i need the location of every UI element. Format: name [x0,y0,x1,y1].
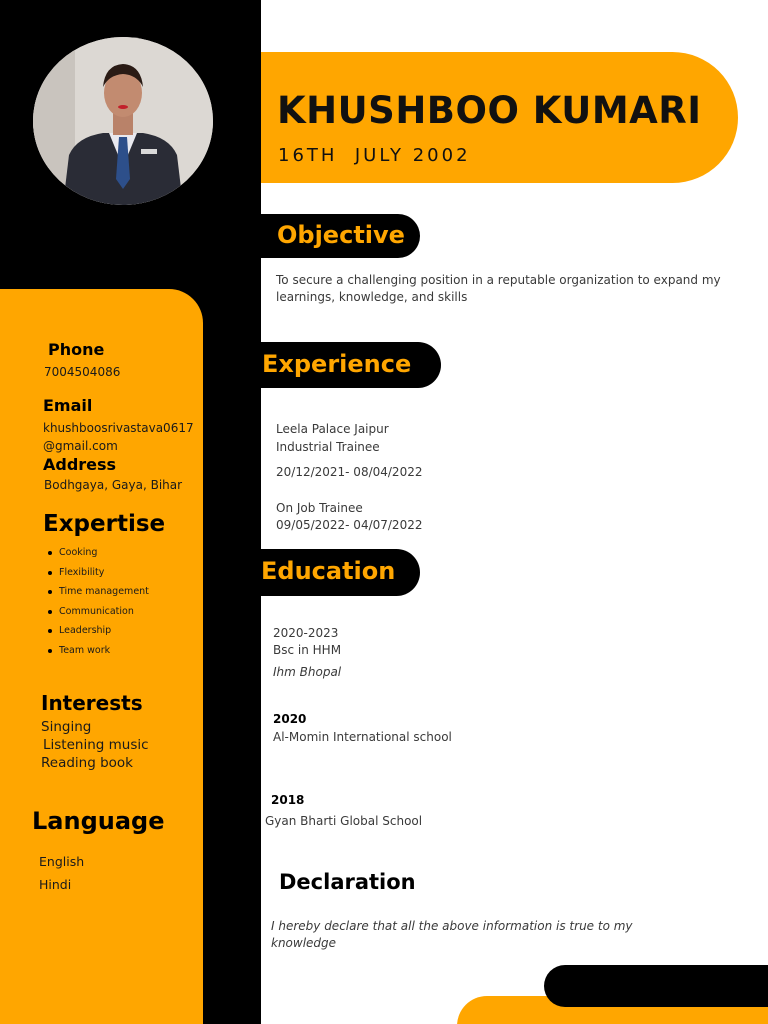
person-icon [33,37,213,205]
edu2-school: Al-Momin International school [273,730,452,744]
expertise-item: Flexibility [47,563,149,583]
objective-text-line1: To secure a challenging position in a reputable organization to expand my [276,273,721,287]
edu2-year: 2020 [273,712,307,726]
profile-photo [33,37,213,205]
job1-role: Industrial Trainee [276,440,380,454]
interest-item: Reading book [41,755,133,771]
language-item: Hindi [39,877,72,892]
job1-place: Leela Palace Jaipur [276,422,389,436]
phone-label: Phone [48,340,105,359]
edu3-year: 2018 [271,793,305,807]
declaration-text-line2: knowledge [271,936,337,950]
expertise-item: Leadership [47,621,149,641]
declaration-heading: Declaration [279,870,416,894]
address-value: Bodhgaya, Gaya, Bihar [44,478,183,492]
edu3-school: Gyan Bharti Global School [265,814,423,828]
edu1-years: 2020-2023 [273,626,339,640]
objective-heading: Objective [277,221,405,249]
experience-heading: Experience [262,350,412,378]
edu1-degree: Bsc in HHM [273,643,342,657]
expertise-heading: Expertise [43,511,166,537]
declaration-text-line1: I hereby declare that all the above information is true to my [271,919,633,933]
job1-dates: 20/12/2021- 08/04/2022 [276,465,423,479]
job2-dates: 09/05/2022- 04/07/2022 [276,518,423,532]
expertise-list [47,543,149,660]
interest-item: Singing [41,719,92,735]
expertise-item: Team work [47,641,149,661]
candidate-name: KHUSHBOO KUMARI [277,89,702,132]
address-label: Address [43,455,117,474]
email-value-line1: khushboosrivastava0617 [43,421,194,435]
edu1-school: Ihm Bhopal [273,665,342,679]
expertise-item: Cooking [47,543,149,563]
education-heading: Education [261,557,396,585]
language-item: English [39,854,85,869]
email-label: Email [43,396,93,415]
date-of-birth: 16TH JULY 2002 [278,145,471,166]
phone-value: 7004504086 [44,365,121,379]
expertise-item: Communication [47,602,149,622]
language-heading: Language [32,807,165,835]
interest-item: Listening music [43,737,149,753]
decorative-black-shape [544,965,768,1007]
interests-heading: Interests [41,691,143,715]
job2-role: On Job Trainee [276,501,363,515]
expertise-item: Time management [47,582,149,602]
email-value-line2: @gmail.com [43,439,118,453]
objective-text-line2: learnings, knowledge, and skills [276,290,468,304]
